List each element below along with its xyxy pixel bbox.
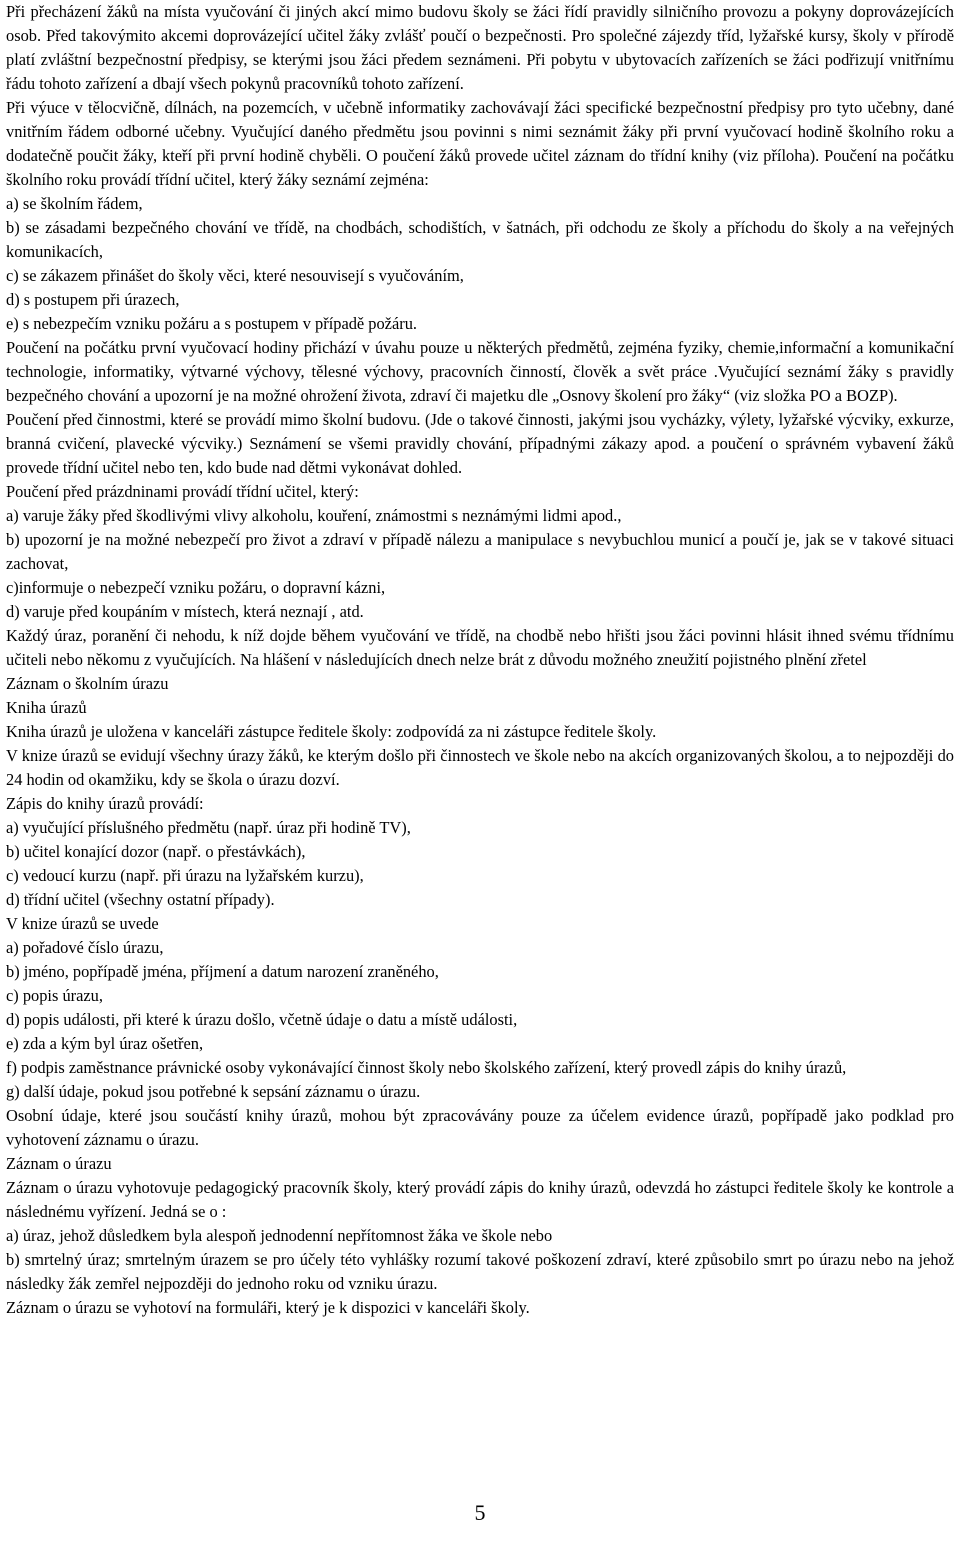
list-item: d) varuje před koupáním v místech, která neznají , atd. xyxy=(6,602,364,621)
list-item: f) podpis zaměstnance právnické osoby vykonávající činnost školy nebo školského zařízení, který provedl zápis do knihy úrazů, xyxy=(6,1058,847,1077)
list-item: d) třídní učitel (všechny ostatní případy). xyxy=(6,890,275,909)
list-item: e) s nebezpečím vzniku požáru a s postupem v případě požáru. xyxy=(6,314,417,333)
list-item: g) další údaje, pokud jsou potřebné k sepsání záznamu o úrazu. xyxy=(6,1082,421,1101)
list-item: c) se zákazem přinášet do školy věci, které nesouvisejí s vyučováním, xyxy=(6,266,464,285)
paragraph-first-lesson: Poučení na počátku první vyučovací hodiny přichází v úvahu pouze u některých předmětů, zejména fyziky, chemie,informační a komunikační technologie, informatiky, výtvarné výchovy, tělesné výchovy, pracovních činností, člověk a svět práce .Vyučující seznámí žáky s pravidly bezpečného chování a upozorní je na možné ohrožení života, zdraví či majetku dle „Osnovy školení pro žáky“ (viz složka PO a BOZP). xyxy=(6,338,954,405)
paragraph-book-location: Kniha úrazů je uložena v kanceláři zástupce ředitele školy: zodpovídá za ni zástupce ředitele školy. xyxy=(6,722,657,741)
list-item: e) zda a kým byl úraz ošetřen, xyxy=(6,1034,204,1053)
list-item: b) jméno, popřípadě jména, příjmení a datum narození zraněného, xyxy=(6,962,439,981)
list-item: c) vedoucí kurzu (např. při úrazu na lyžařském kurzu), xyxy=(6,866,364,885)
list-item: a) úraz, jehož důsledkem byla alespoň jednodenní nepřítomnost žáka ve škole nebo xyxy=(6,1226,553,1245)
section-heading: Záznam o úrazu xyxy=(6,1154,112,1173)
section-heading: Záznam o školním úrazu xyxy=(6,674,169,693)
list-item: a) varuje žáky před škodlivými vlivy alkoholu, kouření, známostmi s neznámými lidmi apod., xyxy=(6,506,622,525)
paragraph-holidays-intro: Poučení před prázdninami provádí třídní učitel, který: xyxy=(6,482,359,501)
page-number: 5 xyxy=(474,1500,486,1525)
list-item: b) učitel konající dozor (např. o přestávkách), xyxy=(6,842,306,861)
paragraph-personal-data: Osobní údaje, které jsou součástí knihy úrazů, mohou být zpracovávány pouze za účelem evidence úrazů, popřípadě jako podklad pro vyhotovení záznamu o úrazu. xyxy=(6,1106,954,1149)
list-item: b) smrtelný úraz; smrtelným úrazem se pro účely této vyhlášky rozumí takové poškození zdraví, které způsobilo smrt po úrazu nebo na jehož následky žák zemřel nejpozději do jednoho roku od vzniku úrazu. xyxy=(6,1250,954,1293)
list-item: b) se zásadami bezpečného chování ve třídě, na chodbách, schodištích, v šatnách, při odchodu ze školy a příchodu do školy a na veřejných komunikacích, xyxy=(6,218,954,261)
list-item: c) popis úrazu, xyxy=(6,986,103,1005)
list-item: b) upozorní je na možné nebezpečí pro život a zdraví v případě nálezu a manipulace s nevybuchlou municí a poučí je, jak se v takové situaci zachovat, xyxy=(6,530,954,573)
paragraph-outside-activities: Poučení před činnostmi, které se provádí mimo školní budovu. (Jde o takové činnosti, jakými jsou vycházky, výlety, lyžařské výcviky, exkurze, branná cvičení, plavecké výcviky.) Seznámení se všemi pravidly chování, případnými zákazy apod. a poučení o správném vybavení žáků provede třídní učitel nebo ten, kdo bude nad dětmi vykonávat dohled. xyxy=(6,410,954,477)
list-item: a) se školním řádem, xyxy=(6,194,143,213)
list-item: d) popis události, při které k úrazu došlo, včetně údaje o datu a místě události, xyxy=(6,1010,518,1029)
paragraph-book-records: V knize úrazů se evidují všechny úrazy žáků, ke kterým došlo při činnostech ve škole nebo na akcích organizovaných školou, a to nejpozději do 24 hodin od okamžiku, kdy se škola o úrazu dozví. xyxy=(6,746,954,789)
document-body xyxy=(6,0,954,1320)
list-item: d) s postupem při úrazech, xyxy=(6,290,180,309)
paragraph-transit-rules: Při přecházení žáků na místa vyučování či jiných akcí mimo budovu školy se žáci řídí pravidly silničního provozu a pokyny doprovázejících osob. Před takovýmito akcemi doprovázející učitel žáky zvlášť poučí o bezpečnosti. Pro společné zájezdy tříd, lyžařské kursy, školy v přírodě platí zvláštní bezpečnostní předpisy, se kterými jsou žáci předem seznámeni. Při pobytu v ubytovacích zařízeních se žáci podřizují vnitřnímu řádu tohoto zařízení a dbají všech pokynů pracovníků tohoto zařízení. xyxy=(6,2,954,93)
paragraph-injury-reporting: Každý úraz, poranění či nehodu, k níž dojde během vyučování ve třídě, na chodbě nebo hřišti jsou žáci povinni hlásit ihned svému třídnímu učiteli nebo někomu z vyučujících. Na hlášení v následujících dnech nelze brát z důvodu možného zneužití pojistného plnění zřetel xyxy=(6,626,954,669)
paragraph-report-form: Záznam o úrazu se vyhotoví na formuláři, který je k dispozici v kanceláři školy. xyxy=(6,1298,530,1317)
list-item: c)informuje o nebezpečí vzniku požáru, o dopravní kázni, xyxy=(6,578,386,597)
paragraph-entry-intro: Zápis do knihy úrazů provádí: xyxy=(6,794,204,813)
list-item: a) pořadové číslo úrazu, xyxy=(6,938,164,957)
paragraph-report-author: Záznam o úrazu vyhotovuje pedagogický pracovník školy, který provádí zápis do knihy úrazů, odevzdá ho zástupci ředitele školy ke kontrole a následnému vyřízení. Jedná se o : xyxy=(6,1178,954,1221)
section-heading: Kniha úrazů xyxy=(6,698,87,717)
paragraph-classroom-safety: Při výuce v tělocvičně, dílnách, na pozemcích, v učebně informatiky zachovávají žáci specifické bezpečnostní předpisy pro tyto učebny, dané vnitřním řádem odborné učebny. Vyučující daného předmětu jsou povinni s nimi seznámit žáky při první vyučovací hodině školního roku a dodatečně poučit žáky, kteří při první hodině chyběli. O poučení žáků provede učitel záznam do třídní knihy (viz příloha). Poučení na počátku školního roku provádí třídní učitel, který žáky seznámí zejména: xyxy=(6,98,954,189)
paragraph-book-contents-intro: V knize úrazů se uvede xyxy=(6,914,159,933)
list-item: a) vyučující příslušného předmětu (např. úraz při hodině TV), xyxy=(6,818,411,837)
